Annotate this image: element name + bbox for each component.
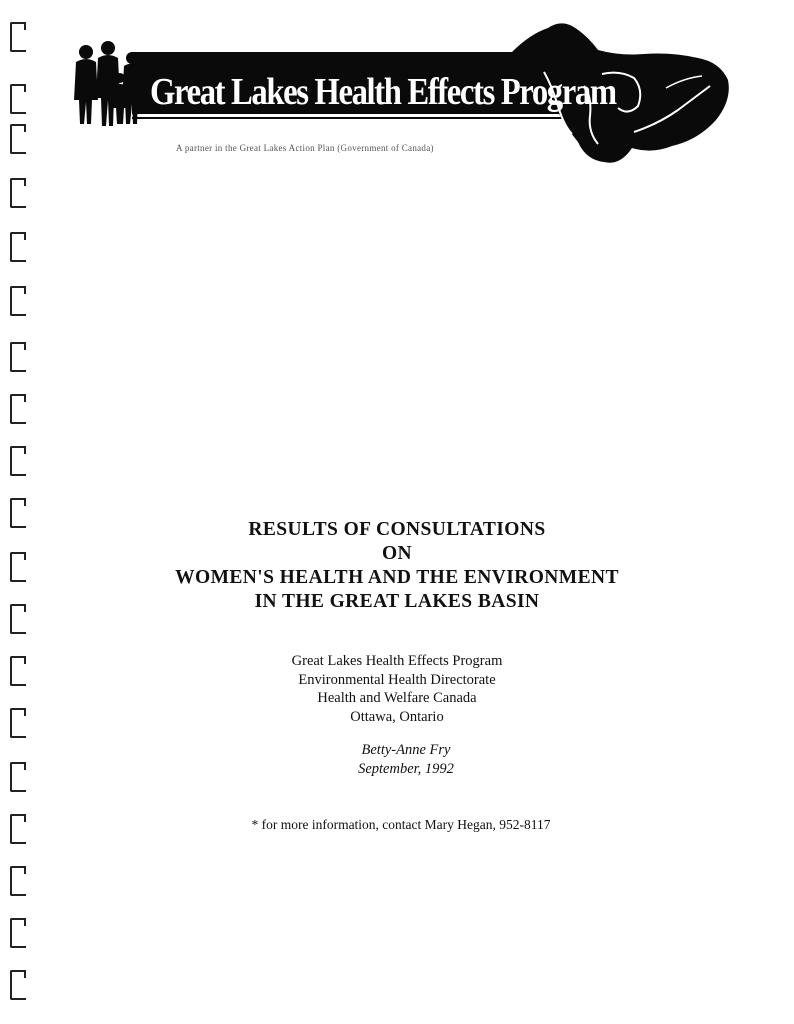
contact-note: * for more information, contact Mary Hegan, 952-8117	[251, 817, 551, 832]
binder-ring	[10, 178, 26, 208]
binder-rings	[0, 0, 40, 1024]
binder-ring	[10, 22, 26, 52]
organization-line: Health and Welfare Canada	[317, 690, 477, 706]
binder-ring	[10, 394, 26, 424]
family-silhouette-icon	[74, 41, 142, 126]
report-title	[0, 518, 794, 614]
organization-block	[0, 652, 794, 726]
author-block	[0, 741, 794, 779]
binder-ring	[10, 970, 26, 1000]
binder-ring	[10, 918, 26, 948]
organization-line: Environmental Health Directorate	[298, 671, 496, 688]
organization-line: Great Lakes Health Effects Program	[291, 653, 503, 669]
binder-ring	[10, 286, 26, 316]
binder-ring	[10, 232, 26, 262]
title-line: ON	[381, 543, 413, 564]
binder-ring	[10, 866, 26, 896]
binder-ring	[10, 84, 26, 114]
binder-ring	[10, 446, 26, 476]
title-line: RESULTS OF CONSULTATIONS	[248, 519, 546, 540]
binder-ring	[10, 124, 26, 154]
publication-date: September, 1992	[358, 761, 454, 777]
organization-line: Ottawa, Ontario	[350, 708, 444, 725]
banner-subtitle: A partner in the Great Lakes Action Plan (Government of Canada)	[176, 143, 434, 153]
title-line: WOMEN'S HEALTH AND THE ENVIRONMENT	[175, 567, 619, 588]
author-name: Betty-Anne Fry	[361, 742, 451, 758]
program-banner	[72, 16, 732, 166]
binder-ring	[10, 342, 26, 372]
title-line: IN THE GREAT LAKES BASIN	[254, 591, 540, 612]
banner-title: Great Lakes Health Effects Program	[150, 71, 616, 113]
